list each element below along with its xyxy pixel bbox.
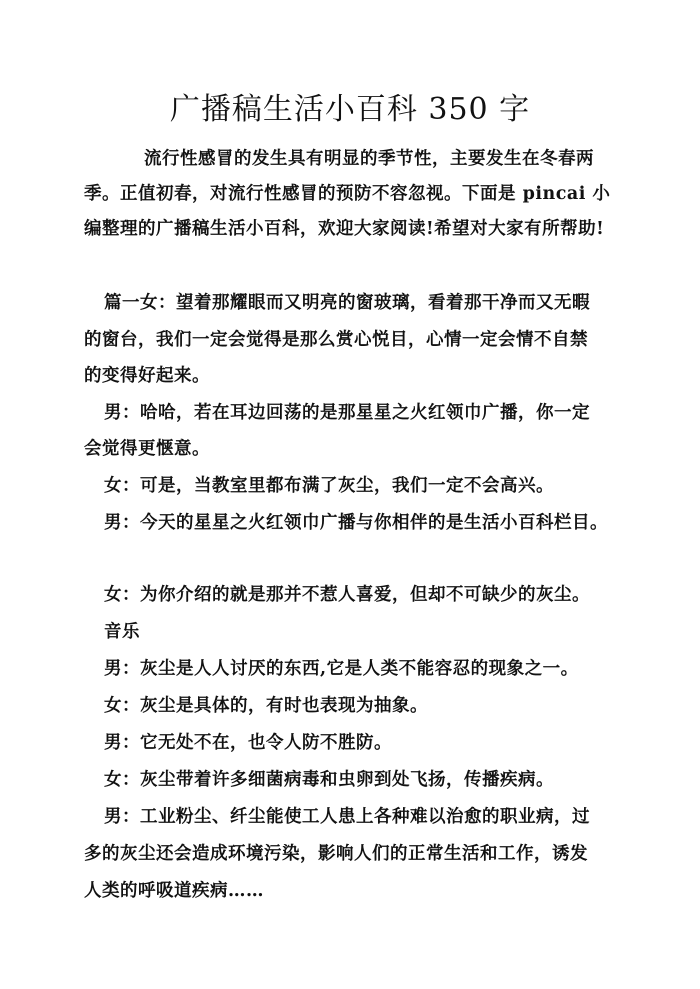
dialogue-line: 女：灰尘是具体的，有时也表现为抽象。 (104, 696, 428, 716)
document-title: 广播稿生活小百科 350 字 (169, 92, 531, 127)
music-cue: 音乐 (104, 622, 140, 642)
dialogue-line: 的窗台，我们一定会觉得是那么赏心悦目，心情一定会情不自禁 (84, 330, 588, 350)
intro-line-2: 季。正值初春，对流行性感冒的预防不容忽视。下面是 pincai 小 (84, 184, 611, 204)
dialogue-line: 男：它无处不在，也令人防不胜防。 (104, 733, 392, 753)
dialogue-line: 男：灰尘是人人讨厌的东西,它是人类不能容忍的现象之一。 (104, 659, 579, 679)
dialogue-line: 人类的呼吸道疾病…… (84, 881, 264, 901)
intro-line-3: 编整理的广播稿生活小百科，欢迎大家阅读!希望对大家有所帮助! (84, 219, 605, 239)
dialogue-line: 女：可是，当教室里都布满了灰尘，我们一定不会高兴。 (104, 476, 554, 496)
dialogue-line: 篇一女：望着那耀眼而又明亮的窗玻璃，看着那干净而又无暇 (104, 293, 590, 313)
intro-line-1: 流行性感冒的发生具有明显的季节性，主要发生在冬春两 (144, 149, 594, 169)
dialogue-line: 男：哈哈，若在耳边回荡的是那星星之火红领巾广播，你一定 (104, 403, 590, 423)
dialogue-line: 会觉得更惬意。 (84, 439, 210, 459)
dialogue-line: 女：灰尘带着许多细菌病毒和虫卵到处飞扬，传播疾病。 (104, 770, 554, 790)
dialogue-line: 的变得好起来。 (84, 366, 210, 386)
dialogue-line: 男：工业粉尘、纤尘能使工人患上各种难以治愈的职业病，过 (104, 807, 590, 827)
dialogue-line: 女：为你介绍的就是那并不惹人喜爱，但却不可缺少的灰尘。 (104, 585, 590, 605)
dialogue-line: 男：今天的星星之火红领巾广播与你相伴的是生活小百科栏目。 (104, 513, 608, 533)
dialogue-line: 多的灰尘还会造成环境污染，影响人们的正常生活和工作，诱发 (84, 844, 588, 864)
